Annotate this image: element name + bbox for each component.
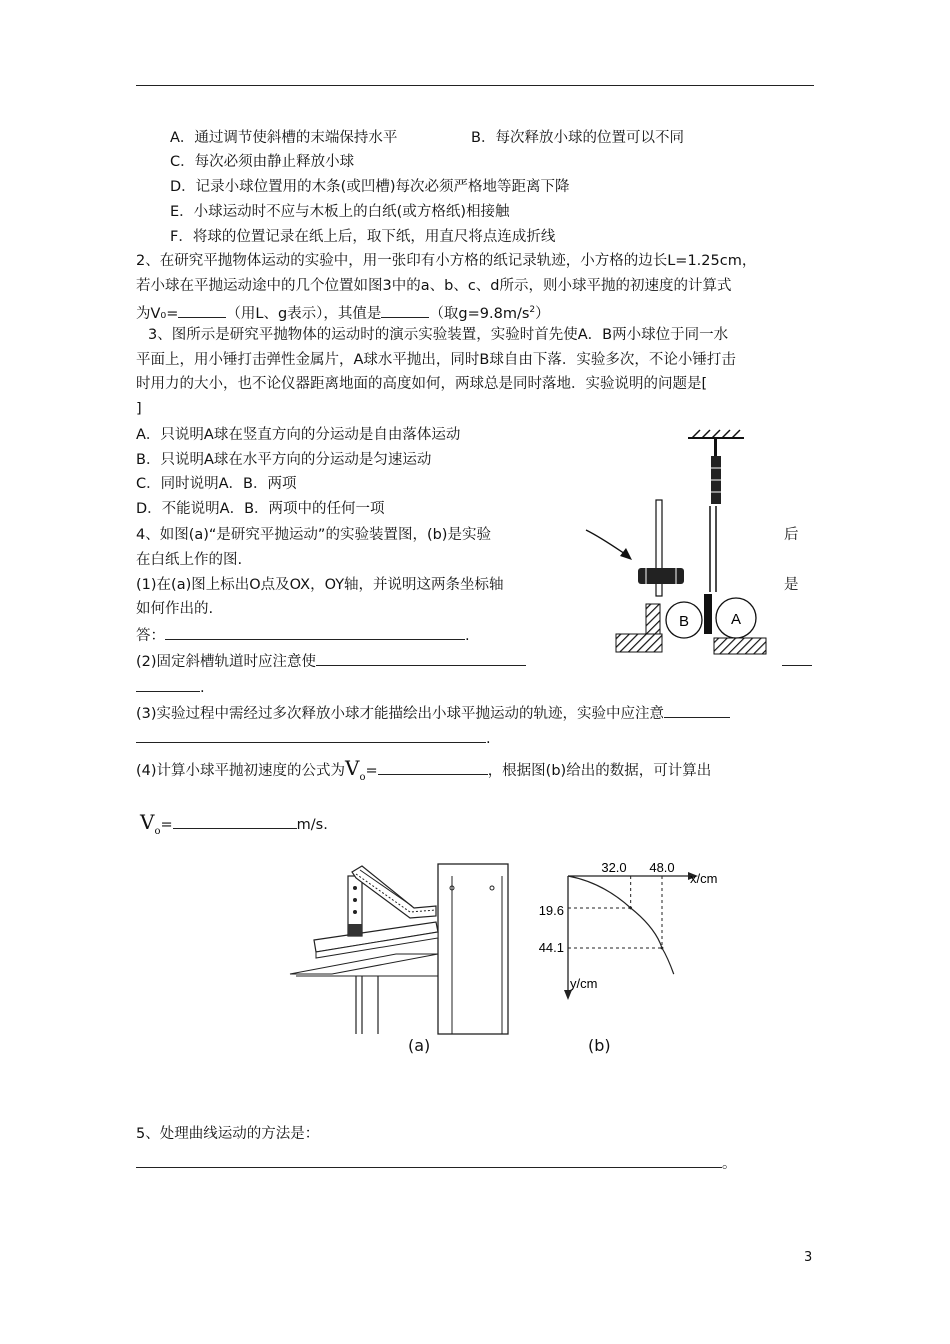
- q2-value-label: （用L、g表示），其值是: [226, 305, 382, 322]
- q5-answer-line: [136, 1152, 737, 1174]
- part2-blank-cont-line[interactable]: [136, 676, 200, 692]
- v0-letter: V: [345, 756, 360, 780]
- q3-option-c: C．同时说明A．B．两项: [136, 476, 297, 492]
- v0-formula-blank[interactable]: [378, 759, 488, 775]
- apparatus-figure: [580, 428, 780, 664]
- q5-end-mark: 。: [722, 1156, 737, 1172]
- figure-a: [286, 858, 526, 1068]
- v0-value-blank[interactable]: [173, 813, 297, 829]
- q4-part4: [136, 758, 711, 788]
- part3-blank-cont-line[interactable]: [136, 727, 486, 743]
- answer-label: 答：: [136, 628, 165, 644]
- q4-part3-text: (3)实验过程中需经过多次释放小球才能描绘出小球平抛运动的轨迹，实验中应注意: [136, 706, 665, 722]
- v0-subscript-2: o: [154, 826, 161, 837]
- q3-line3: 时用力的大小，也不论仪器距离地面的高度如何，两球总是同时落地．实验说明的问题是[: [136, 376, 708, 392]
- part3-period: .: [486, 731, 491, 747]
- ball-a-label: A: [730, 611, 742, 628]
- part3-blank[interactable]: [664, 702, 730, 718]
- q4-line1-tail: 后: [784, 527, 799, 543]
- x-tick-32: 32.0: [601, 860, 627, 875]
- q2-line1: 2、在研究平抛物体运动的实验中，用一张印有小方格的纸记录轨迹，小方格的边长L=1.25cm，: [136, 253, 757, 269]
- upright-board: [438, 864, 508, 1034]
- q4-v0-value-line: [140, 812, 328, 842]
- q2-line3: [136, 300, 550, 324]
- caption-b: (b): [588, 1036, 611, 1055]
- option-e: E．小球运动时不应与木板上的白纸(或方格纸)相接触: [170, 204, 510, 220]
- v0-symbol: [345, 756, 366, 783]
- q3-line4: ]: [136, 401, 142, 417]
- v0-equals: =: [365, 763, 378, 779]
- trajectory-marks: [568, 876, 674, 974]
- answer-blank[interactable]: [165, 624, 465, 640]
- part2-blank-tail: [782, 650, 812, 672]
- q4-answer-line: [136, 624, 470, 646]
- part2-period: .: [200, 680, 205, 696]
- q3-line2: 平面上，用小锤打击弹性金属片，A球水平抛出，同时B球自由下落．实验多次，不论小锤打击: [136, 352, 736, 368]
- y-tick-44-1: 44.1: [538, 940, 564, 955]
- page-number: 3: [804, 1250, 813, 1265]
- q4-part2-text: (2)固定斜槽轨道时应注意使: [136, 654, 317, 670]
- caption-a: (a): [408, 1036, 431, 1055]
- left-stand: [646, 604, 660, 634]
- part2-blank-tail-line[interactable]: [782, 650, 812, 666]
- y-tick-19-6: 19.6: [538, 903, 564, 918]
- q2-gravity-note: （取g=9.8m/s: [429, 305, 530, 322]
- q4-line2: 在白纸上作的图.: [136, 552, 243, 568]
- trajectory-point-2: [661, 947, 664, 950]
- part3-blank-cont: [136, 727, 491, 749]
- part2-blank-cont: [136, 676, 205, 698]
- q4-line1: 4、如图(a)“是研究平抛运动”的实验装置图，(b)是实验: [136, 527, 491, 543]
- option-c: C．每次必须由静止释放小球: [170, 154, 355, 170]
- strike-arrow: [586, 530, 628, 556]
- q4-part4-tail: ，根据图(b)给出的数据，可计算出: [487, 763, 712, 779]
- q4-part1-tail: 是: [784, 577, 799, 593]
- part2-blank[interactable]: [316, 650, 526, 666]
- header-rule: [136, 85, 814, 86]
- trajectory-curve: [568, 876, 674, 974]
- y-axis-label: y/cm: [570, 976, 598, 991]
- q4-part3: [136, 702, 730, 724]
- q2-gravity-exponent: 2: [529, 305, 536, 315]
- q3-option-b: B．只说明A球在水平方向的分运动是匀速运动: [136, 452, 432, 468]
- option-a: A．通过调节使斜槽的末端保持水平: [170, 130, 398, 146]
- q4-part1-cont: 如何作出的.: [136, 601, 214, 617]
- q3-option-d: D．不能说明A．B．两项中的任何一项: [136, 501, 385, 517]
- q2-formula-label: 为V₀=: [136, 305, 179, 322]
- x-axis-label: x/cm: [690, 871, 718, 886]
- q2-line2: 若小球在平抛运动途中的几个位置如图3中的a、b、c、d所示，则小球平抛的初速度的计算式: [136, 278, 732, 294]
- v0-equals-2: =: [160, 817, 173, 833]
- option-b: B．每次释放小球的位置可以不同: [471, 130, 684, 146]
- ball-b-label: B: [678, 613, 690, 630]
- ceiling-hatch: [692, 430, 740, 438]
- lower-shelf: [290, 954, 438, 974]
- v0-symbol-2: [140, 810, 161, 837]
- v0-unit: m/s.: [296, 817, 328, 833]
- hammer-head: [638, 568, 684, 584]
- left-base: [616, 634, 662, 652]
- q2-close-paren: ）: [535, 305, 550, 322]
- metal-sheet: [704, 594, 712, 634]
- q2-value-blank[interactable]: [381, 302, 429, 318]
- q2-formula-blank[interactable]: [178, 302, 226, 318]
- q4-part2: [136, 650, 526, 672]
- q4-part1: (1)在(a)图上标出O点及OX，OY轴，并说明这两条坐标轴: [136, 577, 504, 593]
- v0-subscript: o: [359, 772, 366, 783]
- answer-period: .: [465, 628, 470, 644]
- option-f: F．将球的位置记录在纸上后，取下纸，用直尺将点连成折线: [170, 229, 556, 245]
- trajectory-point-1: [629, 907, 632, 910]
- q5-text: 5、处理曲线运动的方法是：: [136, 1126, 320, 1142]
- q4-part4-text: (4)计算小球平抛初速度的公式为: [136, 763, 346, 779]
- q3-line1: 3、图所示是研究平抛物体的运动时的演示实验装置，实验时首先使A．B两小球位于同一水: [148, 327, 729, 343]
- figure-b: [526, 856, 746, 1056]
- q5-blank[interactable]: [136, 1152, 722, 1168]
- q3-option-a: A．只说明A球在竖直方向的分运动是自由落体运动: [136, 427, 461, 443]
- right-base: [714, 638, 766, 654]
- inclined-chute: [352, 866, 436, 918]
- v0-letter-2: V: [140, 810, 155, 834]
- x-tick-48: 48.0: [649, 860, 675, 875]
- option-d: D．记录小球位置用的木条(或凹槽)每次必须严格地等距离下降: [170, 179, 570, 195]
